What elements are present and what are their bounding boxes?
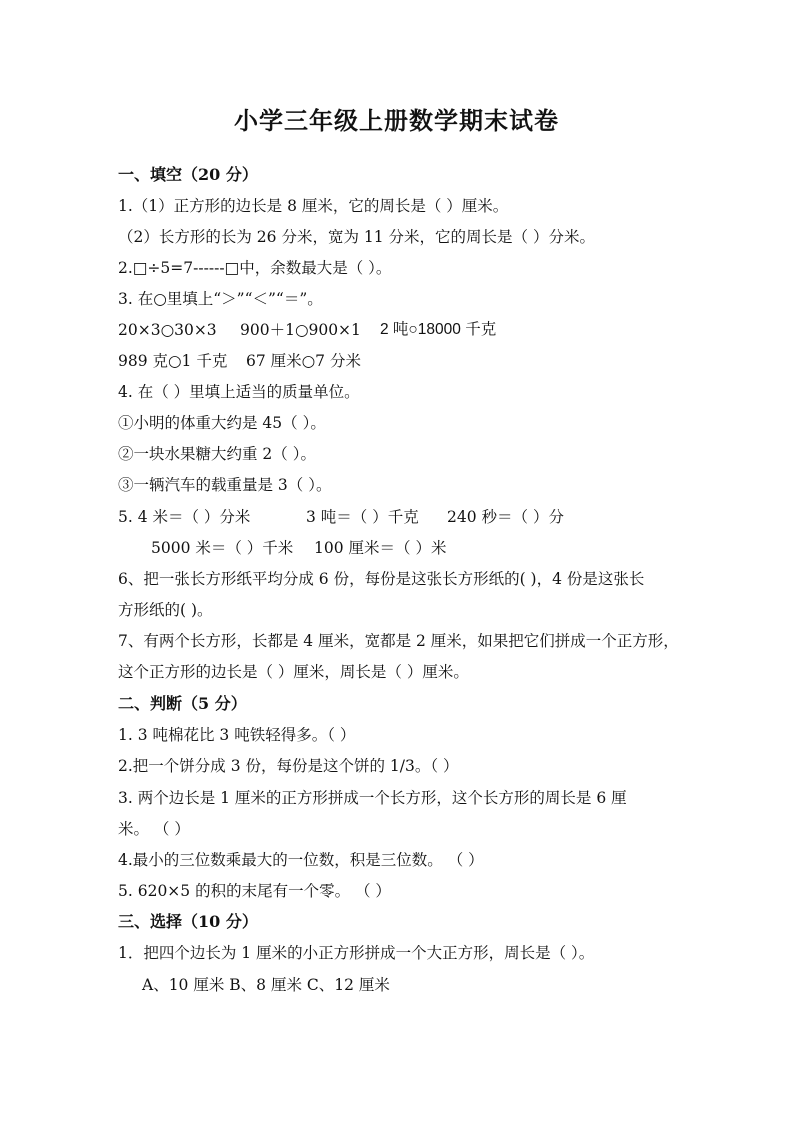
question-fill-7-line1: 7、有两个长方形，长都是 4 厘米，宽都是 2 厘米，如果把它们拼成一个正方形，: [118, 632, 679, 650]
question-fill-3: 3. 在○里填上“＞”“＜”“＝”。: [118, 290, 323, 308]
question-fill-6-line2: 方形纸的( )。: [118, 601, 213, 619]
question-fill-4-1: ①小明的体重大约是 45（ ）。: [118, 414, 326, 432]
conversion-item-c: 240 秒＝（ ）分: [447, 508, 564, 526]
question-judge-2: 2.把一个饼分成 3 份，每份是这个饼的 1/3。（ ）: [118, 757, 459, 775]
page-title: 小学三年级上册数学期末试卷: [234, 106, 559, 135]
compare-item-b: 900＋1○900×1: [240, 321, 361, 339]
question-judge-3-line2: 米。 （ ）: [118, 820, 190, 838]
question-fill-2: 2.□÷5=7------□中，余数最大是（ ）。: [118, 259, 392, 277]
question-fill-4-3: ③一辆汽车的载重量是 3（ ）。: [118, 476, 332, 494]
section-heading-judge: 二、判断（5 分）: [118, 694, 247, 713]
question-judge-4: 4.最小的三位数乘最大的一位数，积是三位数。 （ ）: [118, 851, 484, 869]
question-fill-4-2: ②一块水果糖大约重 2（ ）。: [118, 445, 316, 463]
compare-item-c: 2 吨○18000 千克: [380, 321, 497, 338]
conversion-item-d: 5000 米＝（ ）千米: [151, 539, 294, 557]
question-judge-5: 5. 620×5 的积的末尾有一个零。 （ ）: [118, 882, 391, 900]
question-choice-1: 1．把四个边长为 1 厘米的小正方形拼成一个大正方形，周长是（ ）。: [118, 944, 595, 962]
conversion-item-a: 5. 4 米＝（ ）分米: [118, 508, 251, 526]
compare-item-d: 989 克○1 千克: [118, 352, 228, 370]
conversion-item-e: 100 厘米＝（ ）米: [314, 539, 447, 557]
question-fill-1-1: 1.（1）正方形的边长是 8 厘米，它的周长是（ ）厘米。: [118, 197, 509, 215]
question-choice-1-options: A、10 厘米 B、8 厘米 C、12 厘米: [142, 976, 390, 994]
section-heading-choice: 三、选择（10 分）: [118, 912, 258, 931]
question-fill-4: 4. 在（ ）里填上适当的质量单位。: [118, 383, 360, 401]
question-judge-1: 1. 3 吨棉花比 3 吨铁轻得多。（ ）: [118, 726, 356, 744]
question-fill-7-line2: 这个正方形的边长是（ ）厘米，周长是（ ）厘米。: [118, 663, 469, 681]
question-fill-1-2: （2）长方形的长为 26 分米，宽为 11 分米，它的周长是（ ）分米。: [118, 228, 595, 246]
compare-item-a: 20×3○30×3: [118, 321, 217, 339]
question-judge-3-line1: 3. 两个边长是 1 厘米的正方形拼成一个长方形，这个长方形的周长是 6 厘: [118, 789, 627, 807]
section-heading-fill: 一、填空（20 分）: [118, 165, 258, 184]
compare-item-e: 67 厘米○7 分米: [246, 352, 361, 370]
question-fill-6-line1: 6、把一张长方形纸平均分成 6 份，每份是这张长方形纸的( )，4 份是这张长: [118, 570, 645, 588]
conversion-item-b: 3 吨＝（ ）千克: [306, 508, 419, 526]
